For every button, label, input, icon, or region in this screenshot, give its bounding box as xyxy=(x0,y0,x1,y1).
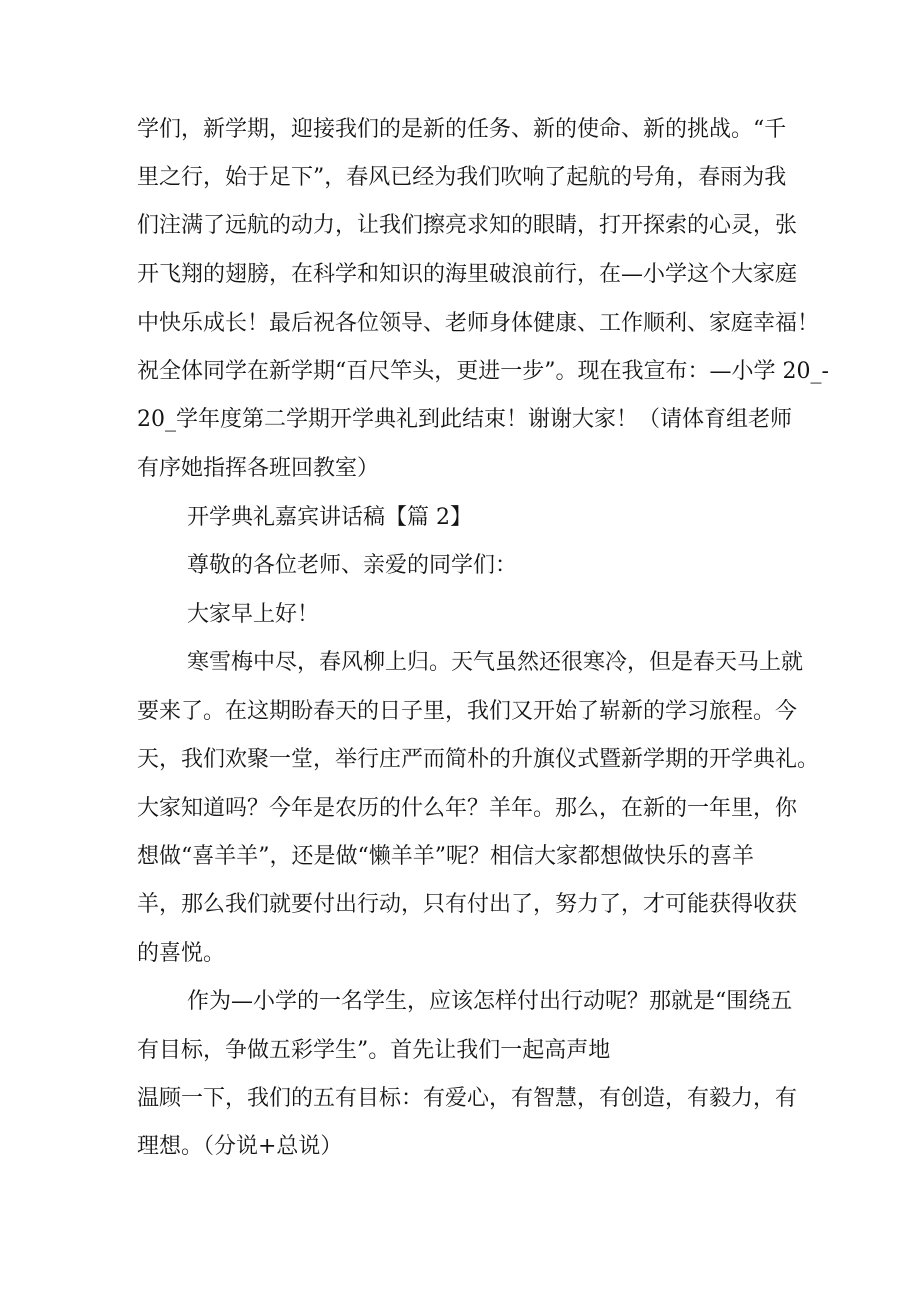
paragraph-line: 作为—小学的一名学生，应该怎样付出行动呢？那就是“围绕五 xyxy=(187,989,793,1014)
greeting: 大家早上好！ xyxy=(187,602,320,627)
paragraph-line: 的喜悦。 xyxy=(137,941,226,966)
paragraph-line: 天，我们欢聚一堂，举行庄严而简朴的升旗仪式暨新学期的开学典礼。 xyxy=(137,747,820,772)
paragraph-line: 20_学年度第二学期开学典礼到此结束！谢谢大家！（请体育组老师 xyxy=(137,407,792,432)
paragraph-line: 寒雪梅中尽，春风柳上归。天气虽然还很寒冷，但是春天马上就 xyxy=(187,650,804,675)
paragraph-line: 们注满了远航的动力，让我们擦亮求知的眼睛，打开探索的心灵，张 xyxy=(137,213,798,238)
paragraph-line: 中快乐成长！最后祝各位领导、老师身体健康、工作顺利、家庭幸福！ xyxy=(137,311,820,336)
paragraph-line: 学们，新学期，迎接我们的是新的任务、新的使命、新的挑战。“千 xyxy=(137,117,787,142)
paragraph-line: 有序她指挥各班回教室） xyxy=(137,456,380,481)
paragraph-line: 祝全体同学在新学期“百尺竿头，更进一步”。现在我宣布：—小学 20_- xyxy=(137,359,829,384)
paragraph-line: 有目标，争做五彩学生”。首先让我们一起高声地 xyxy=(137,1038,611,1063)
section-heading: 开学典礼嘉宾讲话稿【篇 2】 xyxy=(187,505,472,530)
paragraph-line: 温顾一下，我们的五有目标：有爱心，有智慧，有创造，有毅力，有 xyxy=(137,1086,798,1111)
paragraph-line: 想做“喜羊羊”，还是做“懒羊羊”呢？相信大家都想做快乐的喜羊 xyxy=(137,844,754,869)
paragraph-line: 大家知道吗？今年是农历的什么年？羊年。那么，在新的一年里，你 xyxy=(137,796,798,821)
paragraph-line: 里之行，始于足下”，春风已经为我们吹响了起航的号角，春雨为我 xyxy=(137,165,787,190)
paragraph-line: 羊，那么我们就要付出行动，只有付出了，努力了，才可能获得收获 xyxy=(137,892,798,917)
paragraph-line: 要来了。在这期盼春天的日子里，我们又开始了崭新的学习旅程。今 xyxy=(137,699,798,724)
paragraph-line: 理想。（分说+总说） xyxy=(137,1134,343,1159)
paragraph-line: 开飞翔的翅膀，在科学和知识的海里破浪前行，在—小学这个大家庭 xyxy=(137,262,798,287)
salutation: 尊敬的各位老师、亲爱的同学们： xyxy=(187,553,518,578)
